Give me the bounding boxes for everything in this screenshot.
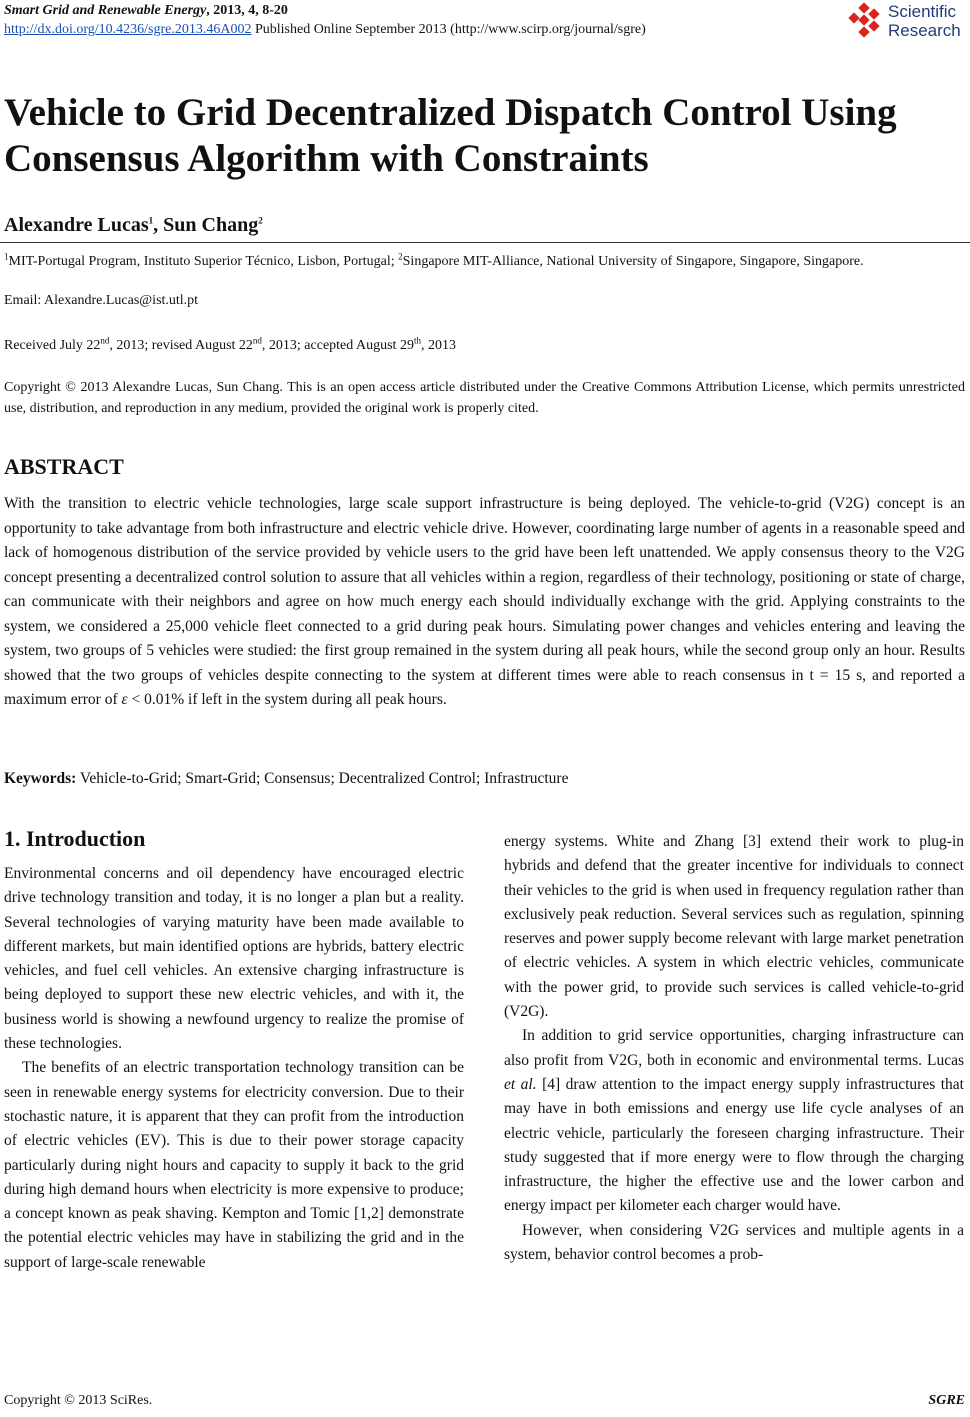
logo-line-2: Research [888,21,961,40]
author-2: Sun Chang [163,214,259,236]
left-column [4,862,464,1275]
paragraph: energy systems. White and Zhang [3] extend their work to plug-in hybrids and defend that the greater incentive for individuals to connect their vehicles to the grid is when used in frequency regulation rather than exclusively peak reduction. Several services such as regulation, spinning reserves and power supply become relevant with large market penetration of electric vehicles. A system in which electric vehicles, communicate with the power grid, to provide such services is called vehicle-to-grid (V2G). [504,833,964,1021]
footer-journal-abbrev: SGRE [928,1393,965,1408]
author-1-affil-mark: 1 [148,215,154,226]
header-divider [0,242,970,243]
paragraph [504,1024,964,1218]
doi-link[interactable]: http://dx.doi.org/10.4236/sgre.2013.46A002 [4,22,252,37]
publisher-logo [848,2,968,42]
affil-2: Singapore MIT-Alliance, National University of Singapore, Singapore, Singapore. [402,254,864,269]
affil-mark-2: 2 [398,251,403,262]
affiliations [4,251,965,272]
doi-line [4,21,646,38]
copyright-notice: Copyright © 2013 Alexandre Lucas, Sun Chang. This is an open access article distributed under the Creative Commons Attribution License, which permits unrestricted use, distribution, and reproduction in any medium, provided the original work is properly cited. [4,380,965,416]
paragraph-text: In addition to grid service opportunities, charging infrastructure can also profit from V2G, both in economic and environmental terms. Lucas [504,1027,964,1069]
ordinal-sup: th [413,335,421,346]
abstract-text-a: With the transition to electric vehicle technologies, large scale support infrastructure is being deployed. The vehicle-to-grid (V2G) concept is an opportunity to take advantage from both infrastructure and electric vehicle drive. However, coordinating large number of agents in a reasonable speed and lack of homogenous distribution of the service provided by vehicle users to the grid have been left unattended. We apply consensus theory to the V2G concept presenting a decentralized control solution to assure that all vehicles within a region, regardless of their technology, positioning or state of charge, can communicate with their neighbors and agree on how much energy each should individually exchange with the grid. Applying constraints to the system, we considered a 25,000 vehicle fleet connected to a grid during peak hours. Simulating power changes and vehicles entering and leaving the system, two groups of 5 vehicles were studied: the first group remained in the system during all peak hours, while the second group only an hour. Results showed that the two groups of vehicles despite connecting to the system at different times were able to reach consensus in t = 15 s, and reported a maximum error of [4,495,965,708]
paragraph-text: [4] draw attention to the impact energy supply infrastructures that may have in both emissions and energy use life cycle analyses of an electric vehicle, particularly the foreseen charging infrastructure. Their study suggested that if more energy were to flow through the charging infrastructure, the higher the effective use and the lower carbon and energy impact per kilometer each charger would have. [504,1075,964,1215]
journal-citation [4,2,288,19]
received-text: Received July 22 [4,338,101,353]
author-2-affil-mark: 2 [258,215,263,226]
keywords-label: Keywords: [4,770,77,787]
paper-title: Vehicle to Grid Decentralized Dispatch Control Using Consensus Algorithm with Constraints [4,91,897,180]
ordinal-sup: nd [100,335,110,346]
author-1: Alexandre Lucas [4,214,149,236]
email: Email: Alexandre.Lucas@ist.utl.pt [4,293,199,308]
section-heading-introduction: 1. Introduction [4,826,146,851]
et-al: et al. [504,1075,537,1093]
epsilon-symbol: ε [121,691,128,708]
logo-text [888,2,961,40]
paragraph: However, when considering V2G services and multiple agents in a system, behavior control becomes a prob- [504,1221,964,1264]
received-dates [4,335,456,354]
authors [4,214,263,237]
right-column [504,830,964,1267]
journal-name: Smart Grid and Renewable Energy [4,3,207,18]
logo-line-1: Scientific [888,2,957,21]
abstract-body [4,492,965,713]
ordinal-sup: nd [252,335,262,346]
affil-mark-1: 1 [4,251,9,262]
paragraph: Environmental concerns and oil dependency have encouraged electric drive technology transition and today, it is no longer a plan but a reality. Several technologies of varying maturity have been made available to different markets, but main identified options are hybrids, battery electric vehicles, and fuel cell vehicles. An extensive charging infrastructure is being deployed to support these new electric vehicles, and with it, the business world is showing a newfound urgency to realize the promise of these technologies. [4,865,464,1053]
scientific-research-logo-icon [848,2,886,40]
published-info: Published Online September 2013 (http://www.scirp.org/journal/sgre) [251,22,646,37]
paragraph: The benefits of an electric transportation technology transition can be seen in renewable energy systems for electricity conversion. Due to their stochastic nature, it is apparent that they can profit from the introduction of electric vehicles (EV). This is due to their power storage capacity particularly during night hours and capacity to supply it back to the grid during high demand hours when electricity is more expensive to produce; a concept known as peak shaving. Kempton and Tomic [1,2] demonstrate the potential electric vehicles may have in stabilizing the grid and in the support of large-scale renewable [4,1059,464,1271]
affil-1: MIT-Portugal Program, Instituto Superior Técnico, Lisbon, Portugal; [8,254,399,269]
page-footer [4,1393,965,1409]
year-text: , 2013 [420,338,456,353]
author-separator: , [153,214,164,236]
abstract-heading: ABSTRACT [4,454,124,479]
keywords-list: Vehicle-to-Grid; Smart-Grid; Consensus; Decentralized Control; Infrastructure [76,770,569,787]
abstract-text-b: < 0.01% if left in the system during all peak hours. [127,691,447,708]
journal-issue: , 2013, 4, 8-20 [206,3,288,18]
keywords [4,770,568,788]
accepted-text: , 2013; accepted August 29 [261,338,414,353]
revised-text: , 2013; revised August 22 [109,338,253,353]
footer-copyright: Copyright © 2013 SciRes. [4,1393,153,1408]
